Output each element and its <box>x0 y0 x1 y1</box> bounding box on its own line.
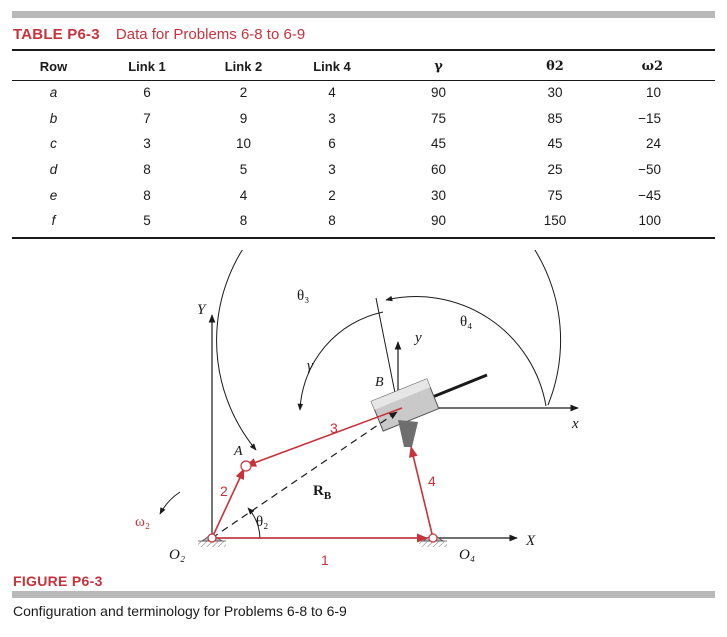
cell-row: c <box>50 136 57 152</box>
cell-gamma: 90 <box>430 213 447 229</box>
cell-theta2: 30 <box>547 85 563 101</box>
cell-link1: 3 <box>143 136 151 152</box>
label-link-1: 1 <box>321 552 329 568</box>
cell-link4: 2 <box>328 187 336 203</box>
table-label: TABLE P6-3 <box>13 26 100 43</box>
cell-row: b <box>49 110 58 126</box>
data-table <box>12 52 715 234</box>
label-o4: O₄ <box>459 547 476 563</box>
cell-link4: 6 <box>328 136 336 152</box>
table-title: Data for Problems 6-8 to 6-9 <box>115 26 306 43</box>
cell-omega2: −45 <box>638 187 661 203</box>
joint-o2 <box>208 534 216 542</box>
cell-theta2: 85 <box>547 110 563 126</box>
header-row: Row <box>39 58 68 74</box>
cell-theta2: 45 <box>547 136 563 152</box>
link-4 <box>411 447 433 538</box>
cell-link4: 3 <box>328 162 336 178</box>
cell-omega2: 100 <box>638 213 661 229</box>
label-link-3: 3 <box>330 420 338 436</box>
label-x-axis-big: X <box>526 533 536 549</box>
table-row <box>12 131 715 157</box>
cell-theta2: 75 <box>547 187 563 203</box>
table-row <box>12 80 715 106</box>
cell-row: f <box>51 213 56 229</box>
table-header-row <box>12 52 715 80</box>
cell-link2: 10 <box>235 136 252 152</box>
bottom-decorative-bar <box>12 591 715 598</box>
label-y-axis-big: Y <box>197 302 206 318</box>
cell-link2: 5 <box>239 162 248 178</box>
header-omega2: ω2 <box>641 58 663 74</box>
cell-gamma: 75 <box>430 110 447 126</box>
label-x-axis-small: x <box>572 416 579 432</box>
cell-omega2: 24 <box>645 136 661 152</box>
label-theta4: θ₄ <box>460 314 473 330</box>
cell-gamma: 45 <box>430 136 447 152</box>
cell-row: d <box>49 162 58 178</box>
header-theta2: θ2 <box>546 58 564 74</box>
figure-label: FIGURE P6-3 <box>13 573 103 589</box>
link-3 <box>246 408 402 466</box>
cell-link1: 6 <box>143 85 151 101</box>
label-o2: O₂ <box>169 547 186 563</box>
label-link-2: 2 <box>220 483 228 499</box>
cell-link1: 5 <box>143 213 151 229</box>
label-gamma: γ <box>307 358 313 374</box>
table-row <box>12 208 715 234</box>
table-top-rule <box>12 49 715 51</box>
cell-gamma: 60 <box>430 162 447 178</box>
slider-rod <box>430 375 487 398</box>
table-bottom-rule <box>12 237 715 239</box>
cell-link2: 4 <box>239 187 248 203</box>
label-y-axis-small: y <box>415 330 422 346</box>
cell-link2: 8 <box>239 213 248 229</box>
table-row <box>12 182 715 208</box>
cell-link4: 8 <box>328 213 336 229</box>
label-omega2: ω₂ <box>135 514 151 530</box>
mechanism-figure <box>0 250 727 575</box>
header-link4: Link 4 <box>313 58 351 74</box>
figure-caption: Configuration and terminology for Problems 6-8 to 6-9 <box>13 603 347 619</box>
cell-link1: 8 <box>143 162 151 178</box>
table-caption <box>13 26 305 43</box>
omega2-arrow <box>160 492 180 514</box>
header-gamma: γ <box>434 58 443 74</box>
cell-link1: 8 <box>143 187 151 203</box>
link-2 <box>212 469 244 538</box>
header-link1: Link 1 <box>128 58 166 74</box>
cell-link4: 3 <box>328 110 336 126</box>
cell-link1: 7 <box>143 110 151 126</box>
cell-omega2: −50 <box>638 162 661 178</box>
cell-link2: 2 <box>239 85 248 101</box>
label-rb: $R_B$ <box>313 483 332 502</box>
cell-link4: 4 <box>328 85 336 101</box>
cell-row: a <box>49 85 58 101</box>
label-point-b: B <box>375 375 384 390</box>
joint-o4 <box>429 534 437 542</box>
joint-a <box>241 461 251 471</box>
cell-theta2: 150 <box>543 213 567 229</box>
cell-omega2: 10 <box>645 85 661 101</box>
header-link2: Link 2 <box>224 58 263 74</box>
cell-omega2: −15 <box>638 110 661 126</box>
cell-gamma: 30 <box>430 187 447 203</box>
cell-row: e <box>49 187 58 203</box>
label-theta2: θ₂ <box>256 514 269 530</box>
cell-gamma: 90 <box>430 85 447 101</box>
top-decorative-bar <box>12 11 715 18</box>
rb-vector <box>212 412 397 538</box>
table-row <box>12 106 715 132</box>
label-link-4: 4 <box>428 473 436 489</box>
cell-theta2: 25 <box>547 162 563 178</box>
label-theta3: θ₃ <box>297 288 310 304</box>
table-row <box>12 157 715 183</box>
cell-link2: 9 <box>239 110 248 126</box>
slider-pin-mount <box>398 420 418 447</box>
label-point-a: A <box>234 444 243 459</box>
